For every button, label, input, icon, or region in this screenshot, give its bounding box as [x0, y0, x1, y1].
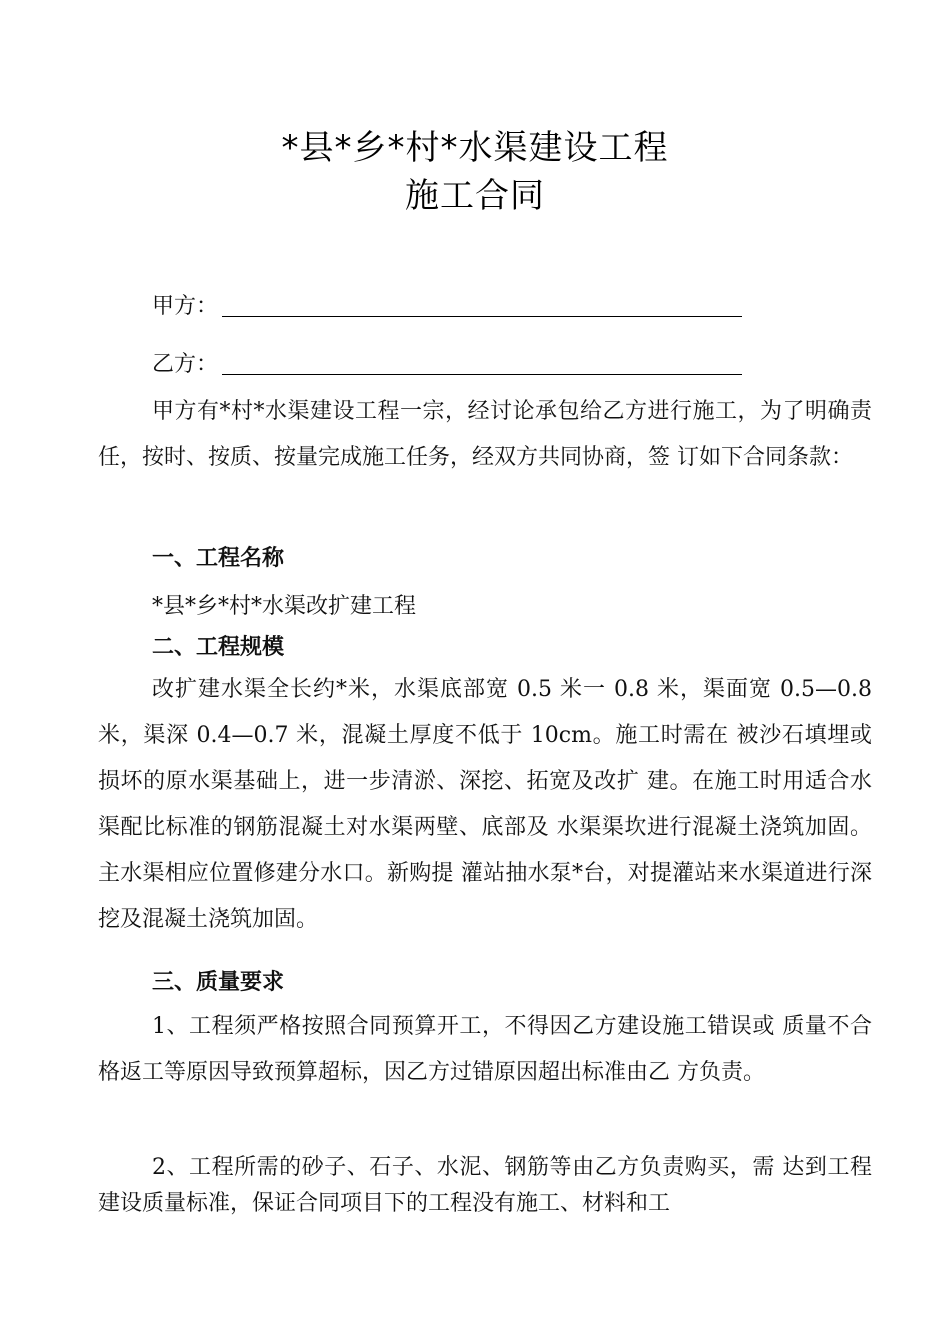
section3-item2: 2、工程所需的砂子、石子、水泥、钢筋等由乙方负责购买，需 达到工程建设质量标准，保证合同项目下的工程没有施工、材料和工 — [98, 1155, 872, 1216]
party-b-row — [152, 350, 742, 380]
intro-paragraph: 甲方有*村*水渠建设工程一宗，经讨论承包给乙方进行施工，为了明确责任，按时、按质、按量完成施工任务，经双方共同协商，签 订如下合同条款： — [98, 399, 872, 470]
party-b-label: 乙方： — [152, 352, 219, 377]
party-b-blank-line — [222, 352, 742, 375]
section3-item1: 1、工程须严格按照合同预算开工，不得因乙方建设施工错误或 质量不合格返工等原因导致预算超标，因乙方过错原因超出标准由乙 方负责。 — [98, 1014, 872, 1085]
party-a-row — [152, 292, 742, 322]
document-title-line1: *县*乡*村*水渠建设工程 — [281, 128, 669, 168]
party-a-blank-line — [222, 294, 742, 317]
section1-content: *县*乡*村*水渠改扩建工程 — [152, 594, 417, 619]
section3-heading: 三、质量要求 — [152, 970, 285, 995]
document-title-line2: 施工合同 — [405, 176, 545, 216]
section2-heading: 二、工程规模 — [152, 635, 285, 660]
section1-heading: 一、工程名称 — [152, 546, 285, 571]
party-a-label: 甲方： — [152, 294, 219, 319]
section2-content: 改扩建水渠全长约*米，水渠底部宽 0.5 米一 0.8 米，渠面宽 0.5—0.8 米，渠深 0.4—0.7 米，混凝土厚度不低于 10cm。施工时需在 被沙石填埋或损坏的原水渠基础上，进一步清淤、深挖、拓宽及改扩 建。在施工时用适合水渠配比标准的钢筋混凝土对水渠两壁、底部及 水渠渠坎进行混凝土浇筑加固。主水渠相应位置修建分水口。新购提 灌站抽水泵*台，对提灌站来水渠道进行深挖及混凝土浇筑加固。 — [98, 677, 872, 932]
